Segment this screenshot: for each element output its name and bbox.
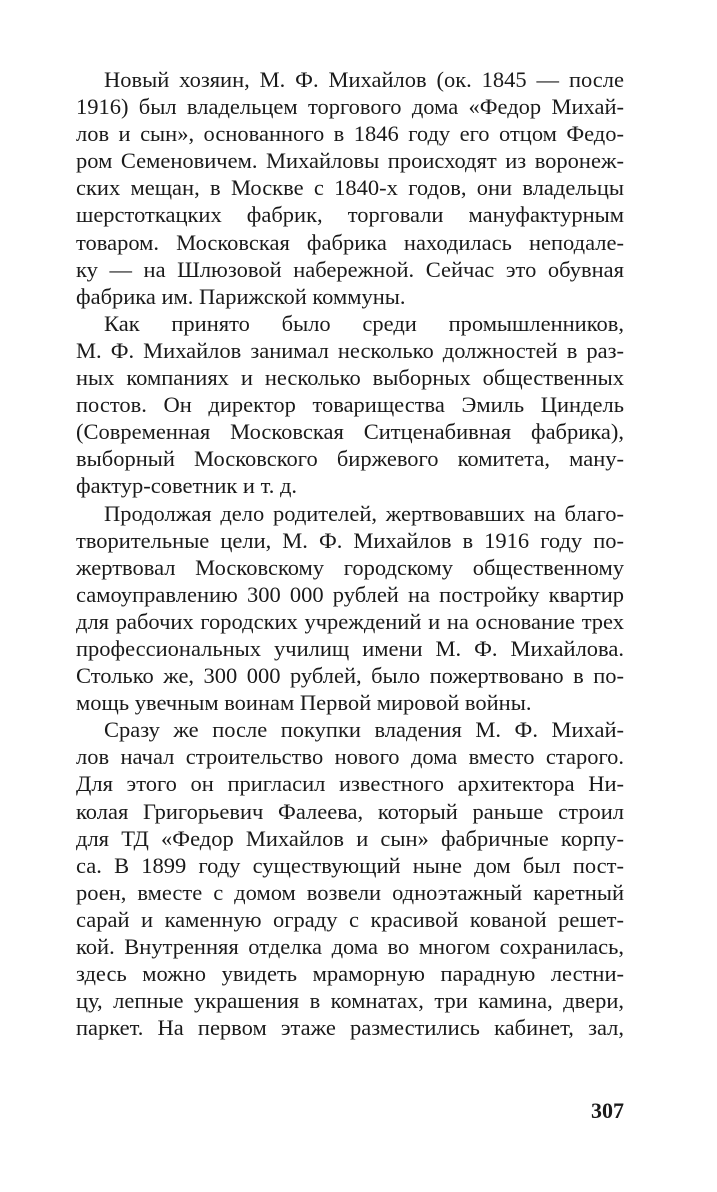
text-line: товаром. Московская фабрика находилась неподале-: [76, 229, 624, 255]
text-line: самоуправлению 300 000 рублей на постройку квартир: [76, 581, 624, 607]
text-line: цу, лепные украшения в комнатах, три камина, двери,: [76, 988, 624, 1014]
text-line: ку — на Шлюзовой набережной. Сейчас это обувная: [76, 256, 624, 282]
text-line: сарай и каменную ограду с красивой кованой решет-: [76, 906, 624, 932]
text-line: Новый хозяин, М. Ф. Михайлов (ок. 1845 — после: [104, 67, 624, 92]
text-line: кой. Внутренняя отделка дома во многом сохранилась,: [76, 934, 624, 959]
text-line: колая Григорьевич Фалеева, который раньше строил: [76, 798, 624, 824]
text-line: Продолжая дело родителей, жертвовавших на благо-: [104, 500, 624, 526]
text-line: Для этого он пригласил известного архитектора Ни-: [76, 771, 624, 797]
text-line: здесь можно увидеть мраморную парадную лестни-: [76, 961, 624, 987]
text-line: для ТД «Федор Михайлов и сын» фабричные корпу-: [76, 825, 624, 851]
text-line: лов и сын», основанного в 1846 году его отцом Федо-: [76, 121, 624, 147]
text-line: лов начал строительство нового дома вместо старого.: [76, 744, 624, 770]
paragraph-1: [76, 66, 624, 310]
text-line: постов. Он директор товарищества Эмиль Циндель: [76, 392, 624, 418]
body-text: [76, 66, 624, 1041]
text-line: фабрика им. Парижской коммуны.: [76, 283, 406, 309]
text-line: ром Семеновичем. Михайловы происходят из воронеж-: [76, 148, 624, 174]
text-line: ских мещан, в Москве с 1840-х годов, они владельцы: [76, 175, 624, 201]
text-line: фактур-советник и т. д.: [76, 473, 298, 499]
text-line: 1916) был владельцем торгового дома «Федор Михай-: [76, 94, 624, 120]
text-line: шерстоткацких фабрик, торговали мануфактурным: [76, 202, 624, 228]
text-line: жертвовал Московскому городскому общественному: [76, 554, 624, 580]
text-line: Сразу же после покупки владения М. Ф. Михай-: [104, 717, 624, 743]
text-line: паркет. На первом этаже разместились кабинет, зал,: [76, 1015, 624, 1041]
text-line: са. В 1899 году существующий ныне дом был пост-: [76, 852, 624, 878]
text-line: профессиональных училищ имени М. Ф. Михайлова.: [76, 635, 624, 661]
paragraph-4: [76, 716, 624, 1041]
paragraph-3: [76, 500, 624, 717]
text-line: для рабочих городских учреждений и на основание трех: [76, 608, 624, 634]
text-line: Как принято было среди промышленников,: [104, 310, 624, 336]
text-line: мощь увечным воинам Первой мировой войны.: [76, 690, 532, 716]
paragraph-2: [76, 310, 624, 500]
text-line: М. Ф. Михайлов занимал несколько должностей в раз-: [76, 337, 624, 363]
text-line: ных компаниях и несколько выборных общественных: [76, 365, 624, 391]
text-line: творительные цели, М. Ф. Михайлов в 1916 году по-: [76, 527, 624, 553]
text-line: выборный Московского биржевого комитета, ману-: [76, 446, 624, 472]
page-number: 307: [591, 1098, 624, 1123]
text-line: Столько же, 300 000 рублей, было пожертвовано в по-: [76, 663, 624, 689]
text-line: (Современная Московская Ситценабивная фабрика),: [76, 419, 624, 445]
text-line: роен, вместе с домом возвели одноэтажный каретный: [76, 879, 624, 905]
